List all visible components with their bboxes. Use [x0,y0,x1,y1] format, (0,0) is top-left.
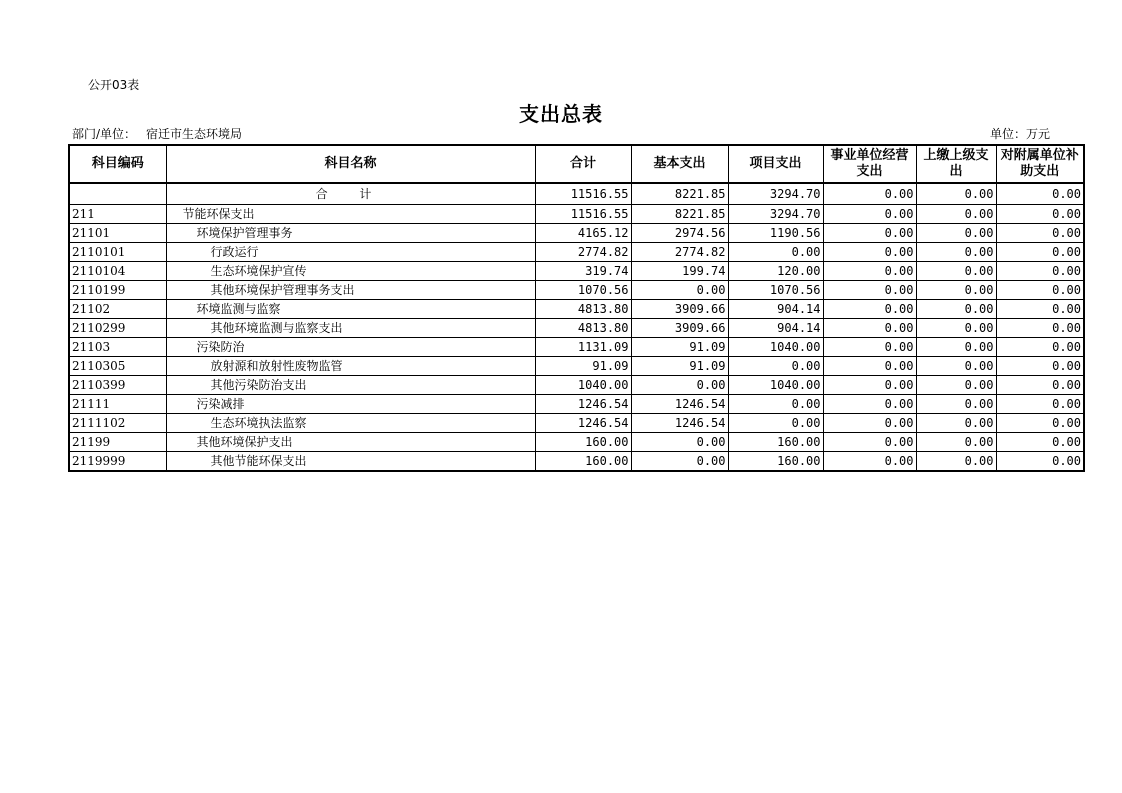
row-code-cell: 21101 [69,224,166,243]
row-code-cell: 211 [69,205,166,224]
column-header-code: 科目编码 [69,145,166,183]
page-title: 支出总表 [519,102,603,126]
row-code-cell: 2110299 [69,319,166,338]
row-value-remit: 0.00 [916,281,996,300]
row-value-project: 904.14 [728,300,823,319]
row-value-business: 0.00 [823,338,916,357]
row-value-subsidy: 0.00 [996,300,1084,319]
row-code-cell: 21102 [69,300,166,319]
row-value-remit: 0.00 [916,338,996,357]
row-code-cell: 2110305 [69,357,166,376]
row-value-remit: 0.00 [916,224,996,243]
row-value-subsidy: 0.00 [996,338,1084,357]
row-value-project: 0.00 [728,357,823,376]
row-value-remit: 0.00 [916,395,996,414]
row-value-basic: 3909.66 [631,300,728,319]
row-value-business: 0.00 [823,243,916,262]
table-row [69,262,1084,281]
row-value-project: 160.00 [728,452,823,472]
row-value-subsidy: 0.00 [996,262,1084,281]
table-row [69,300,1084,319]
row-name-cell: 放射源和放射性废物监管 [166,357,535,376]
row-value-project: 904.14 [728,319,823,338]
row-value-subsidy: 0.00 [996,433,1084,452]
column-header-subsidy: 对附属单位补助支出 [996,145,1084,183]
row-value-basic: 0.00 [631,452,728,472]
row-value-basic: 0.00 [631,376,728,395]
total-value-basic: 8221.85 [631,183,728,205]
department-line [72,125,242,142]
row-value-remit: 0.00 [916,205,996,224]
row-value-total: 160.00 [535,433,631,452]
total-value-subsidy: 0.00 [996,183,1084,205]
row-value-business: 0.00 [823,319,916,338]
total-value-business: 0.00 [823,183,916,205]
row-name-cell: 污染防治 [166,338,535,357]
row-code-cell: 21199 [69,433,166,452]
row-name-cell: 生态环境保护宣传 [166,262,535,281]
row-value-project: 1040.00 [728,338,823,357]
row-value-remit: 0.00 [916,414,996,433]
total-value-remit: 0.00 [916,183,996,205]
department-value: 宿迁市生态环境局 [146,127,243,141]
row-name-cell: 其他污染防治支出 [166,376,535,395]
row-value-remit: 0.00 [916,300,996,319]
table-row [69,224,1084,243]
row-value-remit: 0.00 [916,319,996,338]
row-value-subsidy: 0.00 [996,281,1084,300]
table-row [69,376,1084,395]
row-name-cell: 行政运行 [166,243,535,262]
table-row [69,433,1084,452]
row-value-total: 319.74 [535,262,631,281]
row-value-basic: 2774.82 [631,243,728,262]
row-value-basic: 2974.56 [631,224,728,243]
row-name-cell: 节能环保支出 [166,205,535,224]
column-header-project: 项目支出 [728,145,823,183]
row-code-cell: 21103 [69,338,166,357]
row-value-basic: 8221.85 [631,205,728,224]
row-value-project: 160.00 [728,433,823,452]
table-row [69,319,1084,338]
total-name-cell: 合 计 [166,183,535,205]
row-value-business: 0.00 [823,452,916,472]
unit-label: 单位：万元 [989,127,1050,141]
row-code-cell: 2110101 [69,243,166,262]
row-code-cell: 2110104 [69,262,166,281]
form-code: 公开03表 [88,78,140,92]
row-value-project: 3294.70 [728,205,823,224]
row-value-business: 0.00 [823,414,916,433]
row-value-project: 120.00 [728,262,823,281]
row-name-cell: 污染减排 [166,395,535,414]
row-value-business: 0.00 [823,300,916,319]
table-row [69,338,1084,357]
row-name-cell: 其他节能环保支出 [166,452,535,472]
row-value-project: 0.00 [728,395,823,414]
row-value-total: 1246.54 [535,414,631,433]
row-name-cell: 其他环境保护管理事务支出 [166,281,535,300]
row-code-cell: 21111 [69,395,166,414]
total-code-cell [69,183,166,205]
table-row [69,414,1084,433]
row-value-project: 0.00 [728,243,823,262]
row-value-business: 0.00 [823,205,916,224]
column-header-total: 合计 [535,145,631,183]
table-header-row [69,145,1084,183]
row-value-subsidy: 0.00 [996,205,1084,224]
total-value-project: 3294.70 [728,183,823,205]
row-value-basic: 0.00 [631,281,728,300]
row-value-remit: 0.00 [916,433,996,452]
row-value-total: 2774.82 [535,243,631,262]
row-name-cell: 环境监测与监察 [166,300,535,319]
row-name-cell: 环境保护管理事务 [166,224,535,243]
row-value-total: 1040.00 [535,376,631,395]
row-name-cell: 其他环境监测与监察支出 [166,319,535,338]
row-value-remit: 0.00 [916,357,996,376]
row-value-total: 1131.09 [535,338,631,357]
total-row [69,183,1084,205]
table-row [69,243,1084,262]
row-value-remit: 0.00 [916,262,996,281]
table-row [69,357,1084,376]
row-value-remit: 0.00 [916,376,996,395]
row-value-project: 1190.56 [728,224,823,243]
row-value-project: 1040.00 [728,376,823,395]
row-value-total: 4813.80 [535,319,631,338]
row-value-basic: 91.09 [631,357,728,376]
row-value-remit: 0.00 [916,452,996,472]
table-row [69,395,1084,414]
row-value-remit: 0.00 [916,243,996,262]
row-value-business: 0.00 [823,376,916,395]
row-value-basic: 1246.54 [631,395,728,414]
row-value-total: 11516.55 [535,205,631,224]
row-value-subsidy: 0.00 [996,414,1084,433]
row-value-business: 0.00 [823,262,916,281]
row-name-cell: 其他环境保护支出 [166,433,535,452]
column-header-basic: 基本支出 [631,145,728,183]
row-code-cell: 2110199 [69,281,166,300]
row-value-business: 0.00 [823,357,916,376]
row-value-project: 0.00 [728,414,823,433]
row-value-total: 4165.12 [535,224,631,243]
row-value-subsidy: 0.00 [996,452,1084,472]
row-value-business: 0.00 [823,433,916,452]
row-value-basic: 1246.54 [631,414,728,433]
total-value-total: 11516.55 [535,183,631,205]
row-value-subsidy: 0.00 [996,224,1084,243]
row-value-total: 4813.80 [535,300,631,319]
expense-summary-table [68,144,1085,472]
row-code-cell: 2119999 [69,452,166,472]
row-value-total: 1246.54 [535,395,631,414]
row-value-business: 0.00 [823,395,916,414]
row-value-total: 160.00 [535,452,631,472]
row-value-basic: 0.00 [631,433,728,452]
row-value-subsidy: 0.00 [996,319,1084,338]
row-value-subsidy: 0.00 [996,357,1084,376]
row-code-cell: 2110399 [69,376,166,395]
row-value-business: 0.00 [823,281,916,300]
row-value-subsidy: 0.00 [996,395,1084,414]
column-header-name: 科目名称 [166,145,535,183]
row-value-basic: 91.09 [631,338,728,357]
table-row [69,281,1084,300]
row-name-cell: 生态环境执法监察 [166,414,535,433]
row-value-total: 1070.56 [535,281,631,300]
table-row [69,205,1084,224]
column-header-remit: 上缴上级支出 [916,145,996,183]
row-code-cell: 2111102 [69,414,166,433]
department-label: 部门/单位： [72,127,137,141]
row-value-subsidy: 0.00 [996,243,1084,262]
table-body [69,183,1084,471]
table-row [69,452,1084,472]
column-header-business: 事业单位经营支出 [823,145,916,183]
row-value-basic: 199.74 [631,262,728,281]
row-value-basic: 3909.66 [631,319,728,338]
row-value-business: 0.00 [823,224,916,243]
row-value-project: 1070.56 [728,281,823,300]
row-value-subsidy: 0.00 [996,376,1084,395]
row-value-total: 91.09 [535,357,631,376]
